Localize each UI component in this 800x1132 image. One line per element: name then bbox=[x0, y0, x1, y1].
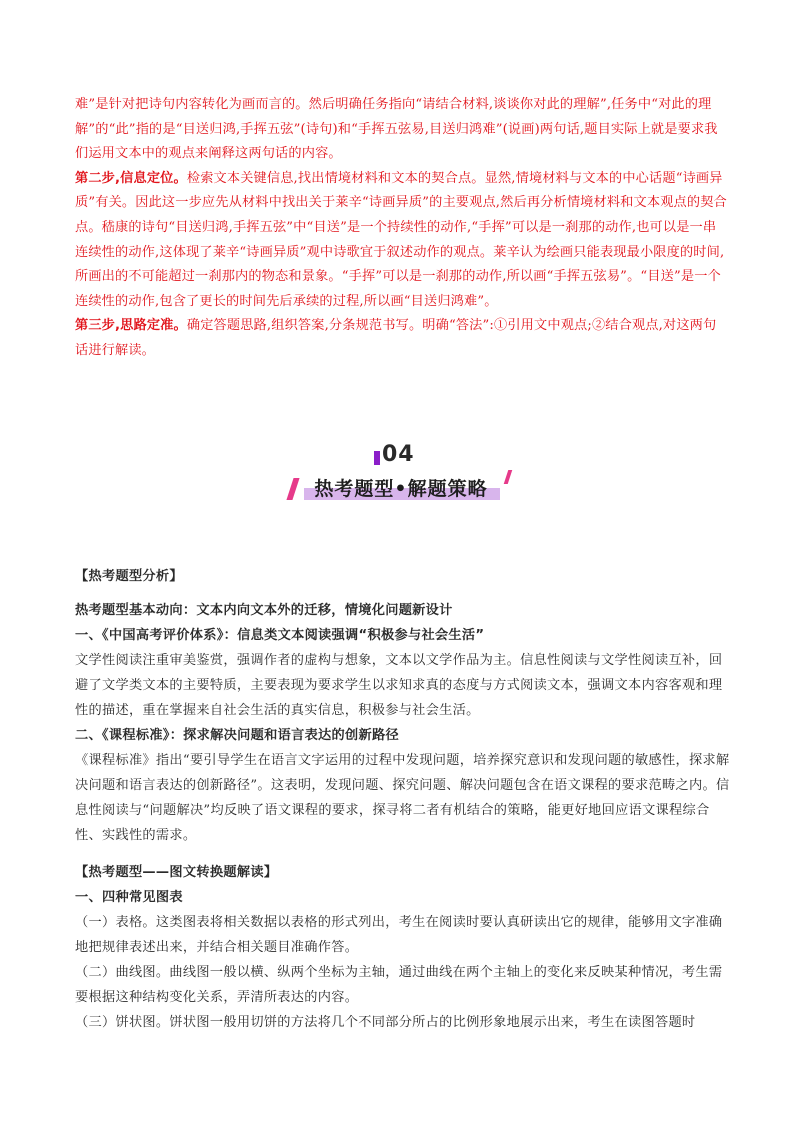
step3-paragraph bbox=[75, 314, 727, 363]
types-item-3: （三）饼状图。饼状图一般用切饼的方法将几个不同部分所占的比例形象地展示出来，考生在读图答题时 bbox=[75, 1015, 696, 1030]
analysis-label: 【热考题型分析】 bbox=[75, 569, 183, 584]
types-heading-1: 一、四种常见图表 bbox=[75, 890, 183, 905]
analysis-paragraph-2: 《课程标准》指出“要引导学生在语言文字运用的过程中发现问题，培养探究意识和发现问题的敏感性，探求解决问题和语言表达的创新路径”。这表明，发现问题、探究问题、解决问题包含在语文课程的要求范畴之内。信息性阅读与“问题解决”均反映了语文课程的要求，探寻将二者有机结合的策略，能更好地回应语文课程综合性、实践性的需求。 bbox=[75, 753, 730, 843]
section-banner bbox=[290, 442, 510, 512]
answer-steps-block bbox=[75, 93, 727, 364]
section-title: 热考题型•解题策略 bbox=[314, 478, 488, 500]
number-accent-bar bbox=[374, 451, 380, 465]
types-section bbox=[75, 860, 730, 1035]
step3-title: 第三步,思路定准。 bbox=[75, 318, 187, 334]
step2-paragraph bbox=[75, 167, 727, 315]
types-label: 【热考题型——图文转换题解读】 bbox=[75, 865, 278, 880]
step3-text: 确定答题思路,组织答案,分条规范书写。明确“答法”:①引用文中观点;②结合观点,对这两句话进行解读。 bbox=[75, 318, 717, 358]
analysis-heading-1: 一、《中国高考评价体系》：信息类文本阅读强调“积极参与社会生活” bbox=[75, 628, 485, 643]
analysis-section bbox=[75, 564, 730, 848]
left-slash-decoration bbox=[286, 478, 299, 500]
analysis-paragraph-1: 文学性阅读注重审美鉴赏，强调作者的虚构与想象，文本以文学作品为主。信息性阅读与文学性阅读互补，回避了文学类文本的主要特质，主要表现为要求学生以求知求真的态度与方式阅读文本，强调文本内容客观和理性的描述，重在掌握来自社会生活的真实信息，积极参与社会生活。 bbox=[75, 653, 723, 718]
analysis-heading-2: 二、《课程标准》：探求解决问题和语言表达的创新路径 bbox=[75, 728, 399, 743]
section-number: 04 bbox=[382, 442, 415, 467]
right-slash-decoration bbox=[504, 470, 513, 484]
trend-heading: 热考题型基本动向：文本内向文本外的迁移，情境化问题新设计 bbox=[75, 603, 453, 618]
types-item-1: （一）表格。这类图表将相关数据以表格的形式列出，考生在阅读时要认真研读出它的规律，能够用文字准确地把规律表述出来，并结合相关题目准确作答。 bbox=[75, 915, 723, 955]
step2-text: 检索文本关键信息,找出情境材料和文本的契合点。显然,情境材料与文本的中心话题“诗画异质”有关。因此这一步应先从材料中找出关于莱辛“诗画异质”的主要观点,然后再分析情境材料和文本观点的契合点。嵇康的诗句“目送归鸿,手挥五弦”中“目送”是一个持续性的动作,“手挥”可以是一刹那的动作,也可以是一串连续性的动作,这体现了莱辛“诗画异质”观中诗歌宜于叙述动作的观点。莱辛认为绘画只能表现最小限度的时间,所画出的不可能超过一刹那内的物态和景象。“手挥”可以是一刹那的动作,所以画“手挥五弦易”。“目送”是一个连续性的动作,包含了更长的时间先后承续的过程,所以画“目送归鸿难”。 bbox=[75, 170, 727, 309]
step2-title: 第二步,信息定位。 bbox=[75, 170, 187, 186]
step1-continuation: 难”是针对把诗句内容转化为画而言的。然后明确任务指向“请结合材料,谈谈你对此的理解”,任务中“对此的理解”的“此”指的是“目送归鸿,手挥五弦”(诗句)和“手挥五弦易,目送归鸿难”(说画)两句话,题目实际上就是要求我们运用文本中的观点来阐释这两句话的内容。 bbox=[75, 97, 718, 162]
types-item-2: （二）曲线图。曲线图一般以横、纵两个坐标为主轴，通过曲线在两个主轴上的变化来反映某种情况，考生需要根据这种结构变化关系，弄清所表达的内容。 bbox=[75, 965, 723, 1005]
